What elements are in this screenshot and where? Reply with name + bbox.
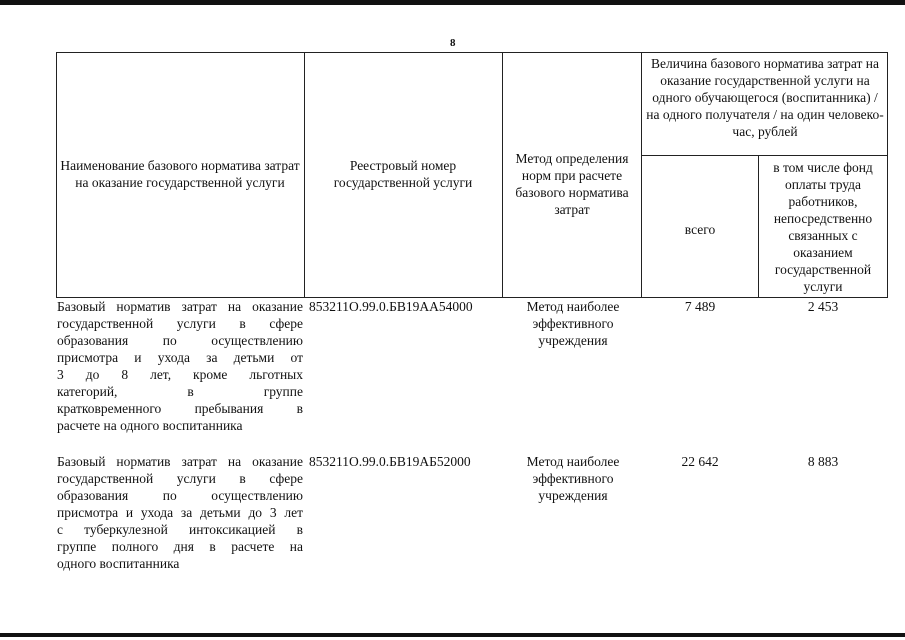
name-line: кратковременного пребывания в <box>57 401 303 416</box>
name-line: расчете на одного воспитанника <box>57 418 243 433</box>
name-line: образования по осуществлению <box>57 488 303 503</box>
name-line: Базовый норматив затрат на оказание <box>57 299 303 314</box>
name-line: образования по осуществлению <box>57 333 303 348</box>
header-wage-fund: в том числе фонд оплаты труда работников, непосредственно связанных с оказанием государственной услуги <box>773 160 873 294</box>
header-value-group: Величина базового норматива затрат на оказание государственной услуги на одного обучающегося (воспитанника) / на одного получателя / на один человеко-час, рублей <box>646 56 884 139</box>
name-line: группе полного дня в расчете на <box>57 539 303 554</box>
name-line: Базовый норматив затрат на оказание <box>57 454 303 469</box>
row-total: 7 489 <box>684 299 716 314</box>
header-name: Наименование базового норматива затрат на оказание государственной услуги <box>60 158 300 190</box>
row-total: 22 642 <box>681 454 719 469</box>
name-line: с туберкулезной интоксикацией в <box>57 522 303 537</box>
name-line: государственной услуги в сфере <box>57 471 303 486</box>
row-wage-fund: 2 453 <box>807 299 839 314</box>
col-border-method-values <box>641 52 642 297</box>
row-registry: 853211О.99.0.БВ19АБ52000 <box>309 454 471 469</box>
name-line: государственной услуги в сфере <box>57 316 303 331</box>
col-border-right <box>887 52 888 297</box>
name-line: одного воспитанника <box>57 556 180 571</box>
row-wage-fund: 8 883 <box>807 454 839 469</box>
table-top-border <box>56 52 888 53</box>
header-method: Метод определения норм при расчете базового норматива затрат <box>515 151 629 217</box>
row-name <box>57 453 303 572</box>
page-number: 8 <box>450 37 456 49</box>
name-line: категорий, в группе <box>57 384 303 399</box>
subheader-divider <box>641 155 888 156</box>
name-line: присмотра и ухода за детьми от <box>57 350 303 365</box>
col-border-total-wage <box>758 155 759 297</box>
header-registry: Реестровый номер государственной услуги <box>333 158 473 190</box>
col-border-left <box>56 52 57 297</box>
row-method: Метод наиболее эффективного учреждения <box>526 299 620 348</box>
col-border-registry-method <box>502 52 503 297</box>
row-method: Метод наиболее эффективного учреждения <box>526 454 620 503</box>
row-registry: 853211О.99.0.БВ19АА54000 <box>309 299 473 314</box>
name-line: присмотра и ухода за детьми до 3 лет <box>57 505 303 520</box>
scan-bottom-border <box>0 633 905 637</box>
header-total: всего <box>684 222 716 237</box>
col-border-name-registry <box>304 52 305 297</box>
row-name <box>57 298 303 434</box>
name-line: 3 до 8 лет, кроме льготных <box>57 367 303 382</box>
